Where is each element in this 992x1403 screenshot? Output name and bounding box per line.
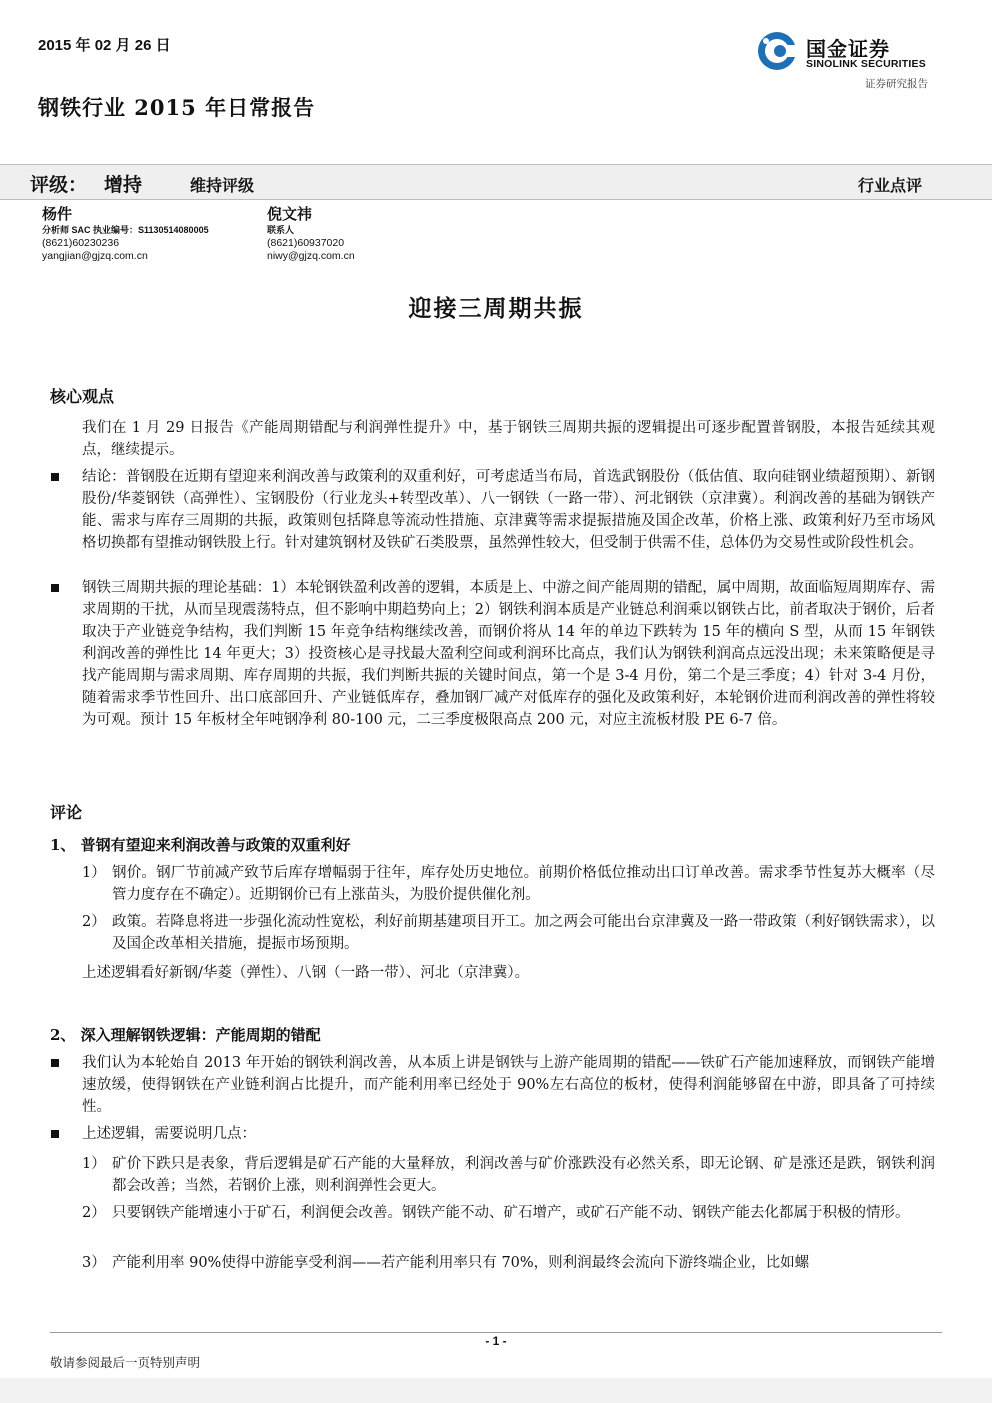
main-title: 迎接三周期共振: [408, 295, 584, 322]
analyst-cert: 联系人: [267, 225, 295, 235]
item-text: 产能利用率 90%使得中游能享受利润——若产能利用率只有 70%，则利润最终会流向下游终端企业，比如螺: [112, 1255, 810, 1271]
list-item: [82, 1202, 935, 1224]
section-heading-core: 核心观点: [50, 387, 115, 406]
analyst-email[interactable]: niwy@gjzq.com.cn: [267, 250, 355, 262]
subsection-2-bullet: 上述逻辑，需要说明几点：: [82, 1126, 256, 1142]
core-intro: 我们在 1 月 29 日报告《产能周期错配与利润弹性提升》中，基于钢铁三周期共振的逻辑提出可逐步配置普钢股，本报告延续其观点，继续提示。: [82, 420, 935, 458]
analyst-email[interactable]: yangjian@gjzq.com.cn: [42, 250, 148, 262]
analyst-card: [267, 205, 355, 263]
report-type: 行业点评: [858, 176, 923, 195]
company-logo: [757, 29, 947, 77]
core-bullet-theory: 钢铁三周期共振的理论基础：1）本轮钢铁盈利改善的逻辑，本质是上、中游之间产能周期的错配，属中周期，故面临短周期库存、需求周期的干扰，从而呈现震荡特点，但不影响中期趋势向上；2）钢铁利润本质是产业链总利润乘以钢铁占比，前者取决于钢价，后者取决于产业链竞争结构，我们判断 15 年竞争结构继续改善，而钢价将从 14 年的单边下跌转为 15 年的横向 S 型，从而 15 年钢铁利润改善的弹性比 14 年更大；3）投资核心是寻找最大盈利空间或利润环比高点，我们认为钢铁利润高点远没出现；未来策略便是寻找产能周期与需求周期、库存周期的共振，我们判断共振的关键时间点，第一个是 3-4 月份，第二个是三季度；4）针对 3-4 月份，随着需求季节性回升、出口底部回升、产业链低库存，叠加钢厂减产对低库存的强化及政策利好，本轮钢价进而利润改善的弹性将较为可观。预计 15 年板材全年吨钢净利 80-100 元，二三季度极限高点 200 元，对应主流板材股 PE 6-7 倍。: [82, 580, 935, 728]
subsection-heading-1: 1、 普钢有望迎来利润改善与政策的双重利好: [50, 836, 351, 854]
report-series-title: 钢铁行业 2015 年日常报告: [38, 95, 316, 120]
item-number: 3）: [82, 1255, 106, 1271]
item-text: 政策。若降息将进一步强化流动性宽松，利好前期基建项目开工。加之两会可能出台京津冀及一路一带政策（利好钢铁需求），以及国企改革相关措施，提振市场预期。: [112, 914, 935, 952]
analyst-name: 杨件: [42, 205, 73, 223]
item-number: 2）: [82, 1205, 106, 1221]
footer-divider: [50, 1332, 942, 1333]
bullet-icon: [51, 473, 59, 481]
bullet-icon: [51, 1130, 59, 1138]
item-number: 1）: [82, 1156, 106, 1172]
footer-band: [0, 1378, 992, 1403]
footer-disclaimer-note: 敬请参阅最后一页特别声明: [50, 1355, 201, 1370]
subsection-heading-2: 2、 深入理解钢铁逻辑：产能周期的错配: [50, 1026, 321, 1044]
analyst-name: 倪文祎: [267, 205, 313, 223]
logo-chinese-name: 国金证券: [806, 37, 890, 61]
item-number: 1）: [82, 865, 106, 881]
logo-subtitle: 证券研究报告: [865, 78, 928, 90]
item-text: 钢价。钢厂节前减产致节后库存增幅弱于往年，库存处历史地位。前期价格低位推动出口订单改善。需求季节性复苏大概率（尽管力度存在不确定）。近期钢价已有上涨苗头，为股价提供催化剂。: [112, 865, 935, 903]
bullet-icon: [51, 584, 59, 592]
core-bullet-conclusion: 结论：普钢股在近期有望迎来利润改善与政策利的双重利好，可考虑适当布局，首选武钢股份（低估值、取向硅钢业绩超预期）、新钢股份/华菱钢铁（高弹性）、宝钢股份（行业龙头+转型改革）、八一钢铁（一路一带）、河北钢铁（京津冀）。利润改善的基础为钢铁产能、需求与库存三周期的共振，政策则包括降息等流动性措施、京津冀等需求提振措施及国企改革，价格上涨、政策利好乃至市场风格切换都有望推动钢铁股上行。针对建筑钢材及铁矿石类股票，虽然弹性较大，但受制于供需不佳，总体仍为交易性或阶段性机会。: [82, 469, 935, 551]
analyst-card: [42, 205, 209, 263]
page-number: - 1 -: [485, 1334, 507, 1348]
analyst-cert: 分析师 SAC 执业编号：S1130514080005: [42, 225, 209, 235]
analyst-phone: (8621)60937020: [267, 237, 345, 249]
item-number: 2）: [82, 914, 106, 930]
list-item: [82, 862, 935, 906]
list-item: [82, 1153, 935, 1197]
rating-note: 维持评级: [190, 176, 255, 195]
rating-label: 评级：: [30, 174, 88, 196]
subsection-1-summary: 上述逻辑看好新钢/华菱（弹性）、八钢（一路一带）、河北（京津冀）。: [82, 965, 530, 981]
list-item: [82, 1252, 935, 1274]
bullet-icon: [51, 1059, 59, 1067]
sinolink-logo-icon: [757, 31, 797, 71]
logo-english-name: SINOLINK SECURITIES: [806, 58, 926, 70]
section-heading-comment: 评论: [50, 803, 83, 822]
analyst-phone: (8621)60230236: [42, 237, 120, 249]
item-text: 只要钢铁产能增速小于矿石，利润便会改善。钢铁产能不动、矿石增产，或矿石产能不动、钢铁产能去化都属于积极的情形。: [112, 1205, 910, 1221]
list-item: [82, 911, 935, 955]
subsection-2-bullet: 我们认为本轮始自 2013 年开始的钢铁利润改善，从本质上讲是钢铁与上游产能周期的错配——铁矿石产能加速释放，而钢铁产能增速放缓，使得钢铁在产业链利润占比提升，而产能利用率已经处于 90%左右高位的板材，使得利润能够留在中游，即具备了可持续性。: [82, 1055, 935, 1115]
item-text: 矿价下跌只是表象，背后逻辑是矿石产能的大量释放，利润改善与矿价涨跌没有必然关系，即无论钢、矿是涨还是跌，钢铁利润都会改善；当然，若钢价上涨，则利润弹性会更大。: [112, 1156, 935, 1194]
report-date: 2015 年 02 月 26 日: [38, 37, 171, 54]
rating-band: [0, 164, 992, 200]
rating-value: 增持: [104, 174, 143, 196]
